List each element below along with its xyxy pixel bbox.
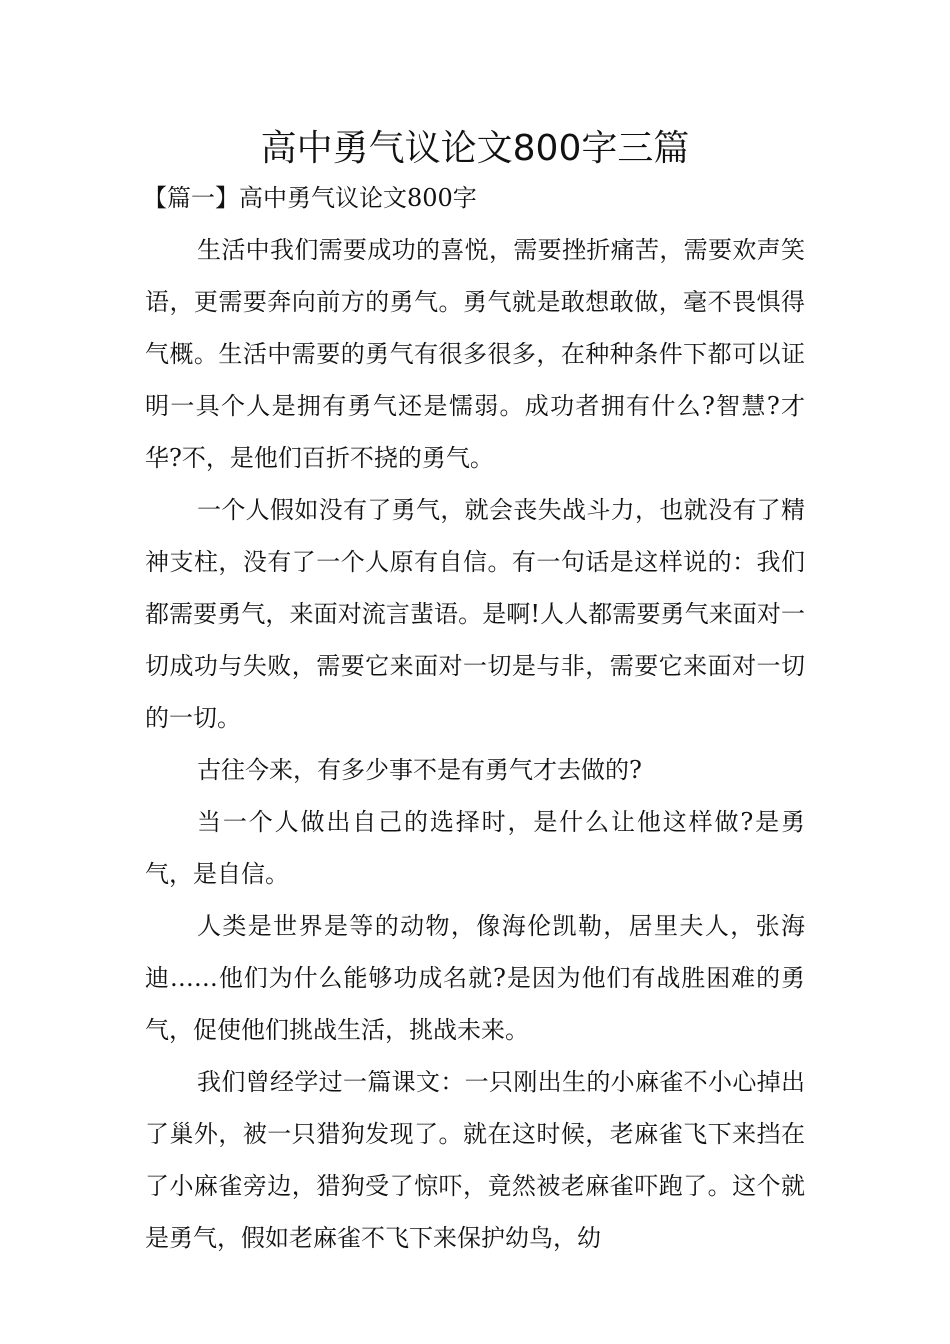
paragraph: 人类是世界是等的动物，像海伦凯勒，居里夫人，张海迪……他们为什么能够功成名就?是因为他们有战胜困难的勇气，促使他们挑战生活，挑战未来。 [145, 912, 805, 1044]
paragraph: 我们曾经学过一篇课文：一只刚出生的小麻雀不小心掉出了巢外，被一只猎狗发现了。就在这时候，老麻雀飞下来挡在了小麻雀旁边，猎狗受了惊吓，竟然被老麻雀吓跑了。这个就是勇气，假如老麻雀不飞下来保护幼鸟，幼 [145, 1068, 805, 1252]
document-title: 高中勇气议论文800字三篇 [260, 128, 690, 169]
paragraph: 当一个人做出自己的选择时，是什么让他这样做?是勇气，是自信。 [145, 808, 805, 888]
paragraph: 古往今来，有多少事不是有勇气才去做的? [197, 756, 642, 784]
paragraph: 生活中我们需要成功的喜悦，需要挫折痛苦，需要欢声笑语，更需要奔向前方的勇气。勇气就是敢想敢做，毫不畏惧得气概。生活中需要的勇气有很多很多，在种种条件下都可以证明一具个人是拥有勇气还是懦弱。成功者拥有什么?智慧?才华?不，是他们百折不挠的勇气。 [145, 236, 805, 472]
document-body [145, 224, 805, 1264]
section-heading: 【篇一】高中勇气议论文800字 [143, 184, 477, 212]
paragraph: 一个人假如没有了勇气，就会丧失战斗力，也就没有了精神支柱，没有了一个人原有自信。有一句话是这样说的：我们都需要勇气，来面对流言蜚语。是啊!人人都需要勇气来面对一切成功与失败，需要它来面对一切是与非，需要它来面对一切的一切。 [145, 496, 805, 732]
